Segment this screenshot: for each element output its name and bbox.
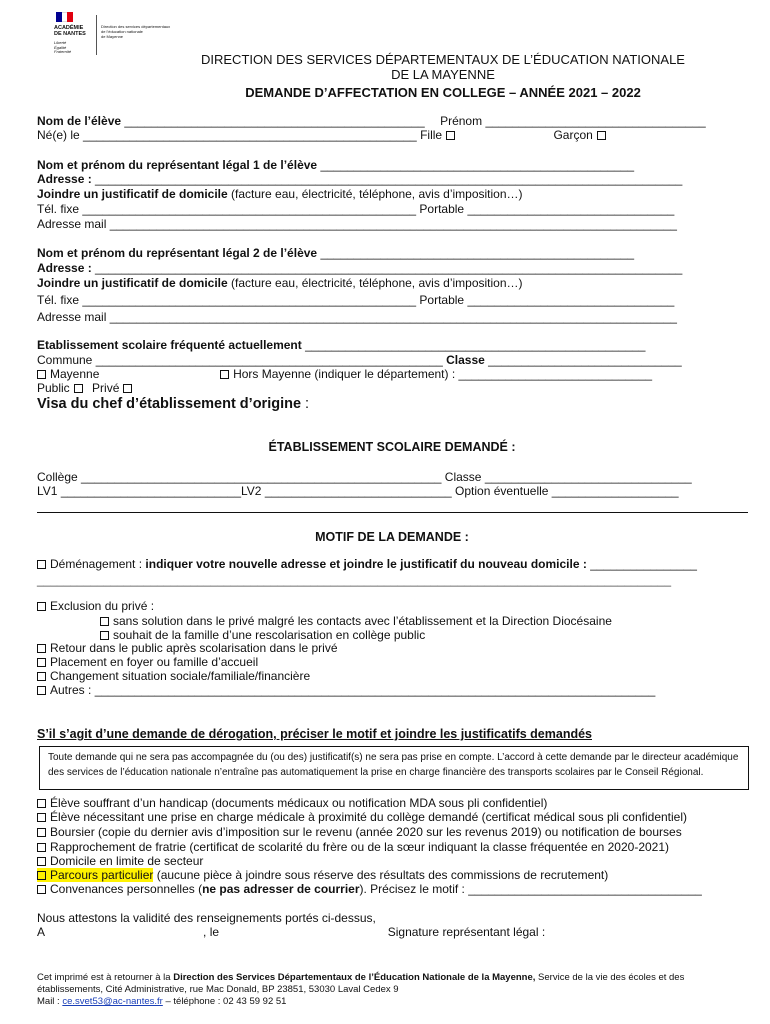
rep2-justif-bold: Joindre un justificatif de domicile: [37, 276, 228, 290]
convenances-checkbox[interactable]: [37, 885, 46, 894]
rep1-nom-blank[interactable]: _______________________________________________: [320, 158, 635, 172]
footer-email-link[interactable]: ce.svet53@ac-nantes.fr: [62, 996, 163, 1007]
derogation-notice-text: Toute demande qui ne sera pas accompagnée du (ou des) justificatif(s) ne sera pas prise en compte. L’accord à cette demande par le directeur académique des services de l’éducation nationale n’entraîne pas automatiquement la prise en charge financière des transports scolaires par le Conseil Régional.: [48, 752, 739, 778]
parcours-checkbox[interactable]: [37, 871, 46, 880]
placement-checkbox[interactable]: [37, 658, 46, 667]
republic-flag-logo: [56, 12, 73, 22]
commune-label: Commune: [37, 353, 93, 367]
rep2-tel-blank[interactable]: __________________________________________________: [82, 293, 417, 307]
etab-actuel-label: Etablissement scolaire fréquenté actuellement: [37, 338, 302, 352]
rep1-mail-row[interactable]: [37, 217, 677, 231]
demenagement-row[interactable]: [37, 557, 697, 571]
header-line1: DIRECTION DES SERVICES DÉPARTEMENTAUX DE L’ÉDUCATION NATIONALE: [201, 52, 685, 67]
mayenne-checkbox[interactable]: [37, 370, 46, 379]
rep2-nom-row[interactable]: [37, 246, 634, 260]
rep2-justif-rest: (facture eau, électricité, téléphone, avis d’imposition…): [227, 276, 523, 290]
rep2-portable-blank[interactable]: _______________________________: [467, 293, 675, 307]
domicile-label: Domicile en limite de secteur: [50, 854, 204, 868]
rep1-adresse-label: Adresse :: [37, 172, 92, 186]
sans-solution-checkbox[interactable]: [100, 617, 109, 626]
boursier-label: Boursier (copie du dernier avis d’imposition sur le revenu (année 2020 sur les revenus 2019) ou notification de bourses: [50, 825, 682, 839]
logo-separator: [96, 15, 97, 55]
footer-mail-label: Mail :: [37, 996, 63, 1007]
convenances-label: Convenances personnelles (: [50, 882, 203, 896]
attestation-text: Nous attestons la validité des renseignements portés ci-dessus,: [37, 911, 376, 925]
convenances-bold: ne pas adresser de courrier: [202, 882, 360, 896]
handicap-checkbox[interactable]: [37, 799, 46, 808]
fratrie-label: Rapprochement de fratrie (certificat de scolarité du frère ou de la sœur indiquant la classe fréquentée en 2020-2021): [50, 840, 670, 854]
college-row[interactable]: [37, 470, 692, 484]
convenances-row[interactable]: [37, 882, 702, 896]
changement-label: Changement situation sociale/familiale/financière: [50, 669, 311, 683]
rep2-mail-label: Adresse mail: [37, 310, 107, 324]
classe-demandee-blank[interactable]: _______________________________: [484, 470, 692, 484]
placement-row[interactable]: [37, 655, 258, 669]
rep1-portable-label: Portable: [419, 202, 465, 216]
parcours-label-rest: (aucune pièce à joindre sous réserve des résultats des commissions de recrutement): [153, 868, 609, 882]
demenagement-blank-line[interactable]: _______________________________________________________________________________________________: [37, 573, 672, 587]
departement-row[interactable]: [37, 367, 652, 381]
eleve-nom-label: Nom de l’élève: [37, 114, 122, 128]
section-divider: [37, 512, 748, 513]
medicale-checkbox[interactable]: [37, 813, 46, 822]
academie-wordmark: ACADÉMIE DE NANTES: [54, 25, 86, 37]
souhait-row[interactable]: [100, 628, 425, 642]
rep2-nom-label: Nom et prénom du représentant légal 2 de l’élève: [37, 246, 318, 260]
sans-solution-row[interactable]: [100, 614, 612, 628]
republic-motto: Liberté Égalité Fraternité: [54, 40, 72, 54]
option-blank[interactable]: ___________________: [551, 484, 679, 498]
etab-demande-title: ÉTABLISSEMENT SCOLAIRE DEMANDÉ :: [268, 440, 516, 454]
rep2-nom-blank[interactable]: _______________________________________________: [320, 246, 635, 260]
rep1-nom-label: Nom et prénom du représentant légal 1 de l’élève: [37, 158, 318, 172]
derogation-notice-box: [39, 746, 749, 790]
directorate-name: Direction des services départementaux de l'éducation nationale de Mayenne: [101, 24, 171, 39]
public-label: Public: [37, 381, 70, 395]
fratrie-row[interactable]: [37, 840, 669, 854]
handicap-row[interactable]: [37, 796, 547, 810]
rep1-justif-rest: (facture eau, électricité, téléphone, avis d’imposition…): [227, 187, 523, 201]
rep1-nom-row[interactable]: [37, 158, 634, 172]
garcon-label: Garçon: [553, 128, 593, 142]
rep2-adresse-row[interactable]: [37, 261, 682, 275]
rep1-justif-row: [37, 187, 523, 201]
parcours-label-highlighted: Parcours particulier: [50, 868, 154, 882]
demenagement-label: Déménagement :: [50, 557, 143, 571]
fille-label: Fille: [420, 128, 443, 142]
rep2-adresse-blank[interactable]: ________________________________________________________________________________________: [95, 261, 683, 275]
langues-row[interactable]: [37, 484, 679, 498]
prive-checkbox[interactable]: [123, 384, 132, 393]
convenances-blank[interactable]: ___________________________________: [468, 882, 702, 896]
lv1-blank[interactable]: ___________________________: [60, 484, 242, 498]
prive-label: Privé: [92, 381, 120, 395]
medicale-label: Élève nécessitant une prise en charge médicale à proximité du collège demandé (certificat médical sous pli confidentiel): [50, 810, 688, 824]
college-label: Collège: [37, 470, 78, 484]
rep1-tel-label: Tél. fixe: [37, 202, 80, 216]
demenagement-blank[interactable]: ________________: [590, 557, 697, 571]
classe-demandee-label: Classe: [444, 470, 482, 484]
eleve-ne-blank[interactable]: __________________________________________________: [83, 128, 417, 142]
derogation-title: [37, 727, 592, 742]
eleve-prenom-blank[interactable]: _________________________________: [485, 114, 706, 128]
convenances-rest: ). Précisez le motif :: [359, 882, 465, 896]
visa-colon: :: [301, 396, 310, 412]
eleve-prenom-label: Prénom: [440, 114, 483, 128]
rep2-tel-row[interactable]: [37, 293, 674, 307]
college-blank[interactable]: ______________________________________________________: [81, 470, 442, 484]
retour-checkbox[interactable]: [37, 644, 46, 653]
footer-suffix: Service de la vie des écoles et des établissements, Cité Administrative, rue Mac Donald, BP 23851, 53030 Laval Cedex 9: [37, 972, 685, 995]
classe-actuelle-label: Classe: [446, 353, 485, 367]
public-checkbox[interactable]: [74, 384, 83, 393]
page-title: DEMANDE D’AFFECTATION EN COLLEGE – ANNÉE 2021 – 2022: [245, 85, 641, 100]
rep2-portable-label: Portable: [419, 293, 465, 307]
etab-actuel-row[interactable]: [37, 338, 645, 352]
hors-mayenne-label: Hors Mayenne (indiquer le département) :: [233, 367, 456, 381]
footer-phone: – téléphone : 02 43 59 92 51: [162, 996, 287, 1007]
rep1-adresse-row[interactable]: [37, 172, 682, 186]
commune-blank[interactable]: ____________________________________________________: [95, 353, 443, 367]
secteur-row[interactable]: [37, 381, 132, 395]
domicile-checkbox[interactable]: [37, 857, 46, 866]
domicile-row[interactable]: [37, 854, 203, 868]
rep1-mail-blank[interactable]: _____________________________________________________________________________________: [109, 217, 677, 231]
classe-actuelle-blank[interactable]: _____________________________: [488, 353, 682, 367]
hors-mayenne-blank[interactable]: _____________________________: [458, 367, 653, 381]
header-line2: DE LA MAYENNE: [391, 67, 495, 82]
rep1-justif-bold: Joindre un justificatif de domicile: [37, 187, 228, 201]
autres-label: Autres :: [50, 683, 92, 697]
rep1-tel-row[interactable]: [37, 202, 674, 216]
rep1-portable-blank[interactable]: _______________________________: [467, 202, 675, 216]
autres-checkbox[interactable]: [37, 686, 46, 695]
exclusion-checkbox[interactable]: [37, 602, 46, 611]
derogation-title-bold: S’il s’agit d’une demande de dérogation,: [37, 727, 277, 741]
fille-checkbox[interactable]: [446, 131, 455, 140]
rep2-adresse-label: Adresse :: [37, 261, 92, 275]
rep2-mail-blank[interactable]: _____________________________________________________________________________________: [109, 310, 677, 324]
demenagement-checkbox[interactable]: [37, 560, 46, 569]
attestation-le-label: , le: [203, 925, 220, 939]
exclusion-label: Exclusion du privé :: [50, 599, 155, 613]
medicale-row[interactable]: [37, 810, 687, 824]
signature-label: Signature représentant légal :: [387, 925, 546, 939]
derogation-title-rest: préciser le motif et joindre les justificatifs demandés: [276, 727, 592, 741]
commune-row[interactable]: [37, 353, 682, 367]
autres-row[interactable]: [37, 683, 655, 697]
rep1-adresse-blank[interactable]: ________________________________________________________________________________________: [95, 172, 683, 186]
rep2-mail-row[interactable]: [37, 310, 677, 324]
rep1-tel-blank[interactable]: __________________________________________________: [82, 202, 417, 216]
etab-actuel-blank[interactable]: ___________________________________________________: [305, 338, 646, 352]
retour-row[interactable]: [37, 641, 338, 655]
eleve-naissance-row[interactable]: [37, 128, 606, 142]
footer: [37, 972, 752, 1008]
footer-prefix: Cet imprimé est à retourner à la: [37, 972, 174, 983]
demenagement-instruction: indiquer votre nouvelle adresse et joindre le justificatif du nouveau domicile :: [145, 557, 587, 571]
eleve-ne-label: Né(e) le: [37, 128, 80, 142]
handicap-label: Élève souffrant d’un handicap (documents médicaux ou notification MDA sous pli confidentiel): [50, 796, 548, 810]
parcours-row[interactable]: [37, 868, 608, 882]
eleve-nom-row[interactable]: [37, 114, 706, 128]
motif-title: MOTIF DE LA DEMANDE :: [315, 530, 469, 544]
attestation-a-label: A: [37, 925, 45, 939]
souhait-label: souhait de la famille d’une rescolarisation en collège public: [113, 628, 426, 642]
fratrie-checkbox[interactable]: [37, 843, 46, 852]
lv1-label: LV1: [37, 484, 58, 498]
option-label: Option éventuelle: [455, 484, 549, 498]
footer-bold: Direction des Services Départementaux de l’Éducation Nationale de la Mayenne,: [173, 972, 536, 983]
exclusion-row[interactable]: [37, 599, 154, 613]
changement-checkbox[interactable]: [37, 672, 46, 681]
rep2-tel-label: Tél. fixe: [37, 293, 80, 307]
attestation-lieu-row[interactable]: [37, 925, 545, 939]
lv2-label: LV2: [241, 484, 262, 498]
mayenne-label: Mayenne: [50, 367, 100, 381]
visa-label: Visa du chef d’établissement d’origine: [37, 396, 302, 412]
placement-label: Placement en foyer ou famille d’accueil: [50, 655, 259, 669]
sans-solution-label: sans solution dans le privé malgré les contacts avec l’établissement et la Direction Diocésaine: [113, 614, 612, 628]
hors-mayenne-checkbox[interactable]: [220, 370, 229, 379]
boursier-row[interactable]: [37, 825, 682, 839]
rep2-justif-row: [37, 276, 523, 290]
boursier-checkbox[interactable]: [37, 828, 46, 837]
souhait-checkbox[interactable]: [100, 631, 109, 640]
autres-blank[interactable]: ____________________________________________________________________________________: [94, 683, 656, 697]
garcon-checkbox[interactable]: [597, 131, 606, 140]
visa-row: [37, 396, 309, 413]
rep1-mail-label: Adresse mail: [37, 217, 107, 231]
changement-row[interactable]: [37, 669, 310, 683]
retour-label: Retour dans le public après scolarisation dans le privé: [50, 641, 338, 655]
eleve-nom-blank[interactable]: _____________________________________________: [124, 114, 425, 128]
lv2-blank[interactable]: ____________________________: [264, 484, 452, 498]
